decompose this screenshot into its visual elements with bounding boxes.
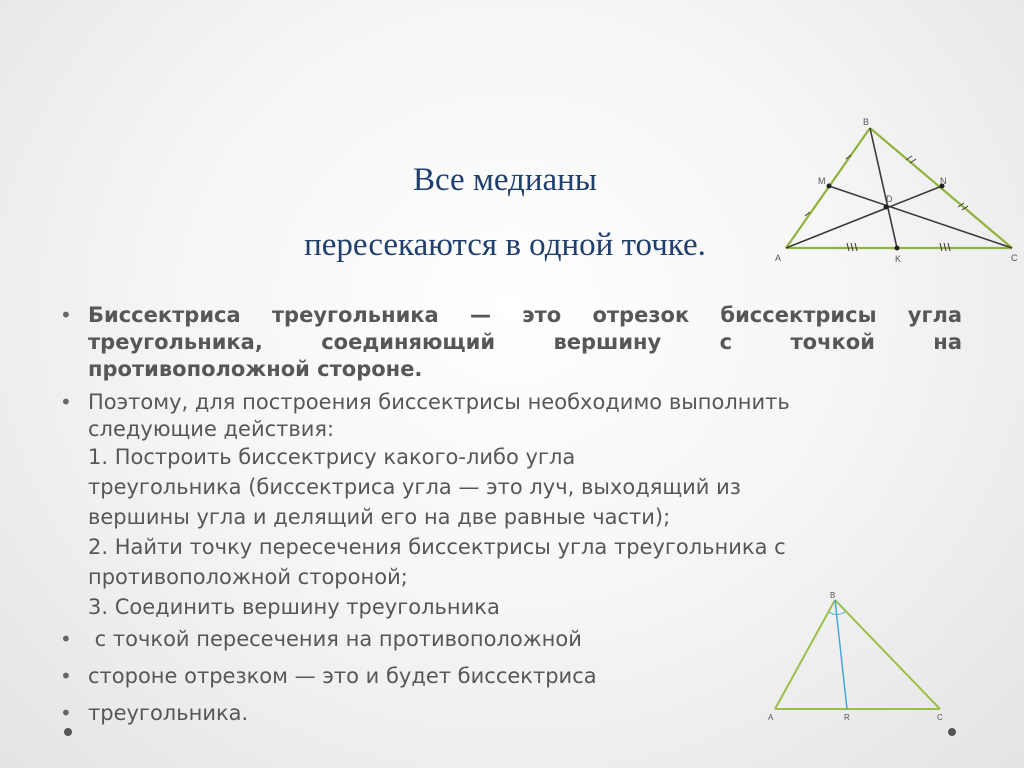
- bullet-marker: •: [60, 701, 72, 725]
- label-d: D: [886, 194, 893, 204]
- step-2-line-1: 2. Найти точку пересечения биссектрисы угла треугольника с: [88, 535, 786, 559]
- bullet-marker: •: [60, 627, 72, 651]
- continuation-text-1: с точкой пересечения на противоположной: [88, 627, 582, 651]
- slide-title-line-2: пересекаются в одной точке.: [304, 227, 706, 263]
- label-a: A: [775, 253, 782, 263]
- label-c: C: [937, 713, 943, 722]
- step-1-line-3: вершины угла и делящий его на две равные части);: [88, 505, 671, 529]
- definition-line-1: Биссектриса треугольника — это отрезок биссектрисы угла: [88, 303, 962, 327]
- label-c: C: [1011, 253, 1018, 263]
- steps-line-2: следующие действия:: [88, 417, 335, 441]
- bisector-triangle-figure: [762, 585, 962, 725]
- label-a: A: [768, 713, 774, 722]
- definition-line-2: треугольника, соединяющий вершину с точкой на: [88, 330, 962, 354]
- step-3-line-1: 3. Соединить вершину треугольника: [88, 595, 500, 619]
- triangle-sides: [786, 128, 1012, 248]
- decorative-dot-right: [948, 728, 956, 736]
- bullet-marker: •: [60, 664, 72, 688]
- continuation-text-3: треугольника.: [88, 701, 249, 725]
- bisector-line: [835, 600, 847, 709]
- bullet-marker: •: [60, 303, 72, 327]
- label-b: B: [830, 591, 836, 600]
- definition-line-3: противоположной стороне.: [88, 357, 423, 381]
- decorative-dot-left: [64, 728, 72, 736]
- step-1-line-2: треугольника (биссектриса угла — это луч, выходящий из: [88, 475, 741, 499]
- label-n: N: [940, 176, 947, 186]
- triangle-sides: [775, 600, 940, 709]
- label-m: M: [818, 176, 826, 186]
- bullet-marker: •: [60, 390, 72, 414]
- step-1-line-1: 1. Построить биссектрису какого-либо угла: [88, 445, 576, 469]
- bullet-definition: [60, 302, 962, 383]
- continuation-text-2: стороне отрезком — это и будет биссектриса: [88, 664, 597, 688]
- step-2-line-2: противоположной стороной;: [88, 565, 408, 589]
- label-k: K: [895, 254, 902, 264]
- median-triangle-figure: [770, 110, 1024, 270]
- steps-line-1: Поэтому, для построения биссектрисы необходимо выполнить: [88, 390, 790, 414]
- slide-title-line-1: Все медианы: [413, 162, 597, 198]
- medians: [786, 128, 1012, 248]
- label-r: R: [844, 713, 850, 722]
- label-b: B: [863, 117, 870, 127]
